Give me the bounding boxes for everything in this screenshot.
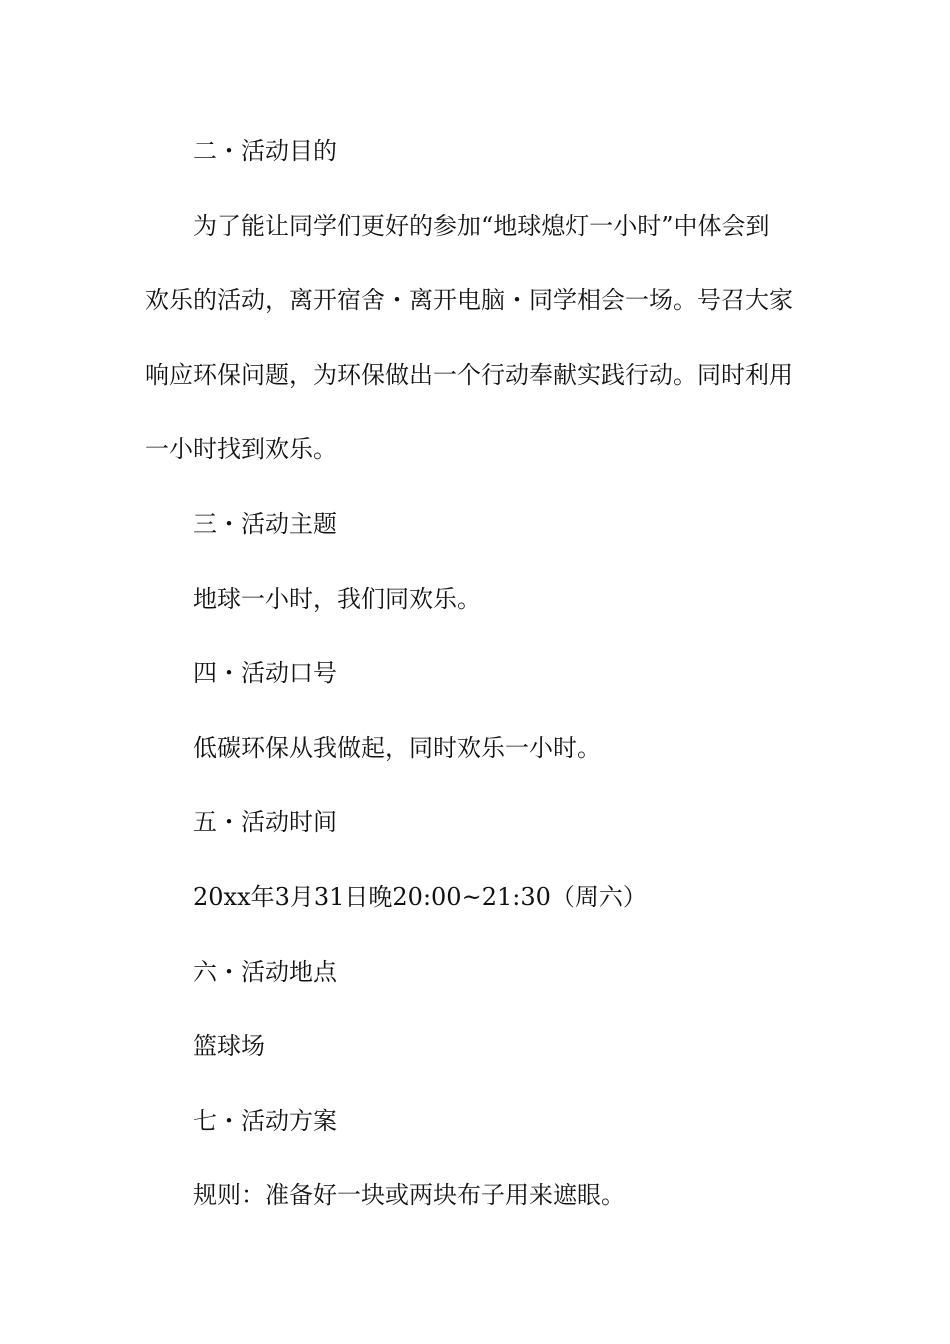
paragraph-line: 低碳环保从我做起，同时欢乐一小时。	[193, 734, 601, 762]
paragraph-line: 地球一小时，我们同欢乐。	[193, 585, 481, 613]
section-heading-time: 五・活动时间	[193, 808, 337, 836]
paragraph-line: 20xx年3月31日晚20:00~21:30（周六）	[193, 883, 647, 911]
paragraph-line: 规则：准备好一块或两块布子用来遮眼。	[193, 1181, 625, 1209]
section-heading-slogan: 四・活动口号	[193, 659, 337, 687]
paragraph-line: 响应环保问题，为环保做出一个行动奉献实践行动。同时利用	[145, 361, 793, 389]
paragraph-line: 篮球场	[193, 1032, 265, 1060]
section-heading-location: 六・活动地点	[193, 958, 337, 986]
paragraph-line: 为了能让同学们更好的参加“地球熄灯一小时”中体会到	[193, 212, 770, 240]
paragraph-line: 欢乐的活动，离开宿舍・离开电脑・同学相会一场。号召大家	[145, 286, 793, 314]
section-heading-plan: 七・活动方案	[193, 1107, 337, 1135]
section-heading-theme: 三・活动主题	[193, 510, 337, 538]
section-heading-purpose: 二・活动目的	[193, 137, 337, 165]
paragraph-line: 一小时找到欢乐。	[145, 435, 337, 463]
